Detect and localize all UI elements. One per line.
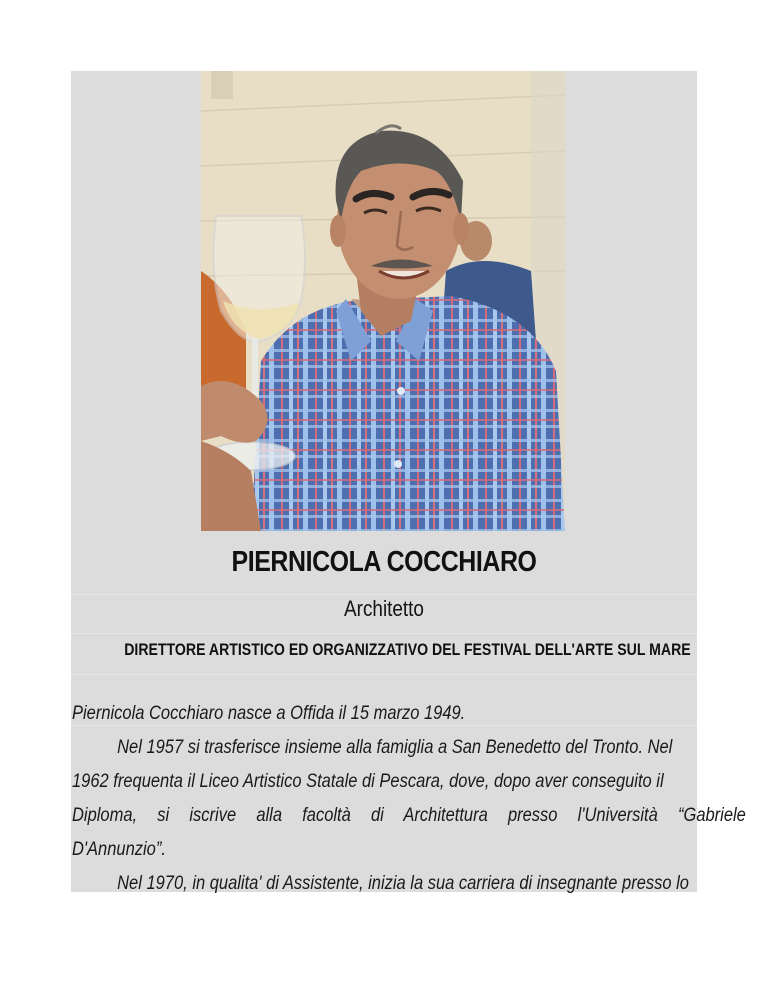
person-role: Architetto (344, 596, 424, 621)
row-divider (71, 674, 697, 675)
paragraph-line: Nel 1970, in qualita' di Assistente, inizia la sua carriera di insegnante presso lo (117, 873, 689, 894)
portrait-image (201, 71, 565, 531)
row-divider (71, 633, 697, 634)
paragraph-line: Piernicola Cocchiaro nasce a Offida il 15 marzo 1949. (72, 703, 466, 724)
portrait-photo (201, 71, 565, 531)
paragraph-line: Diploma, si iscrive alla facoltà di Architettura presso l'Università “Gabriele (72, 805, 746, 826)
row-divider (71, 594, 697, 595)
paragraph-line: D'Annunzio”. (72, 839, 166, 860)
person-title: DIRETTORE ARTISTICO ED ORGANIZZATIVO DEL FESTIVAL DELL'ARTE SUL MARE (124, 640, 691, 659)
paragraph-line: 1962 frequenta il Liceo Artistico Statale di Pescara, dove, dopo aver conseguito il (72, 771, 664, 792)
biography-text (72, 697, 746, 901)
person-name: PIERNICOLA COCCHIARO (231, 546, 537, 578)
paragraph-line: Nel 1957 si trasferisce insieme alla famiglia a San Benedetto del Tronto. Nel (117, 737, 673, 758)
